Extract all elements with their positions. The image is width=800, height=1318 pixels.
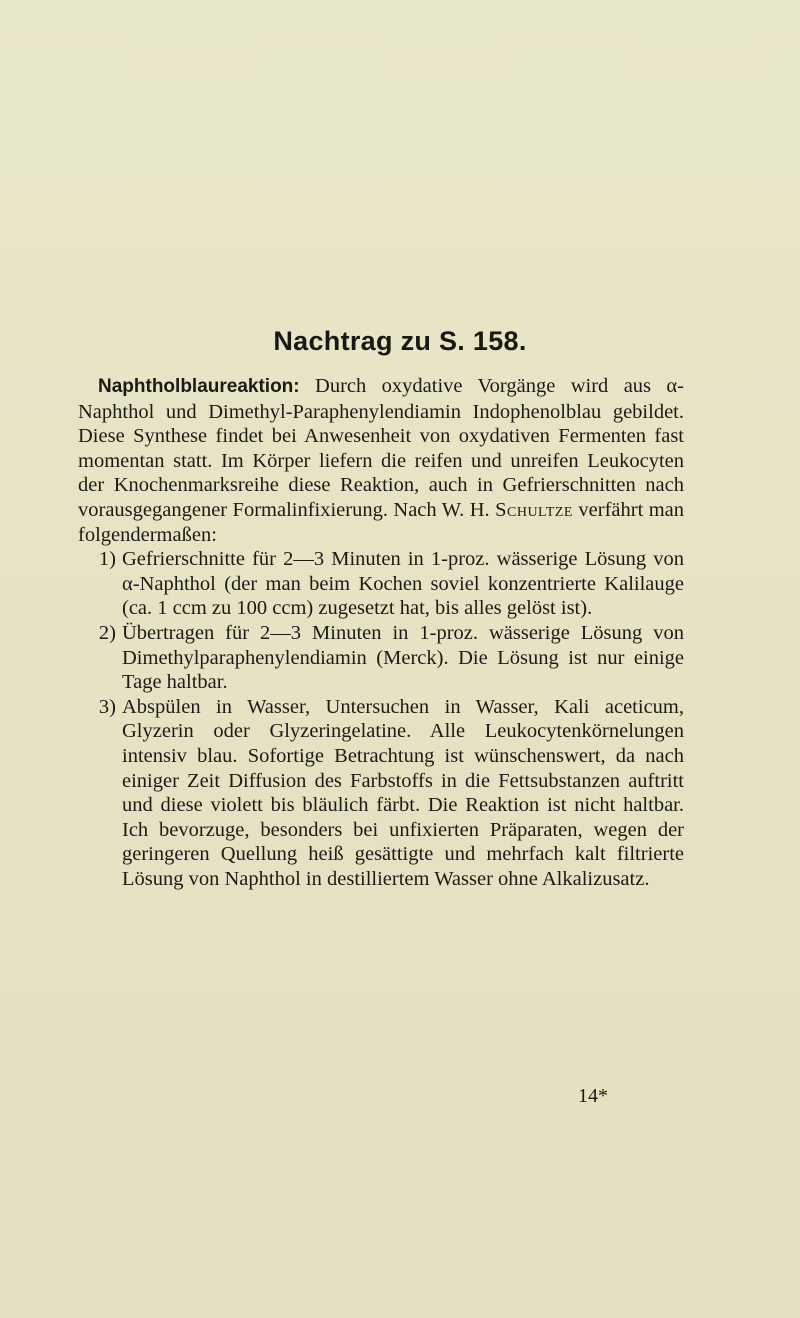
body-text <box>78 374 684 891</box>
reaction-name: Naphtholblaureaktion: <box>98 376 300 397</box>
list-item-1 <box>78 547 684 621</box>
page-number: 14* <box>578 1085 608 1107</box>
list-text: Abspülen in Wasser, Untersuchen in Wasser, Kali aceticum, Glyzerin oder Glyzeringelatine. Alle Leukocytenkörnelungen intensiv blau. Sofortige Betrachtung ist wünschenswert, da nach einiger Zeit Diffusion des Farbstoffs in die Fettsubstanzen auftritt und diese violett bis bläulich färbt. Die Reaktion ist nicht haltbar. Ich bevorzuge, besonders bei unfixierten Präparaten, wegen der geringeren Quellung heiß gesättigte und mehrfach kalt filtrierte Lösung von Naphthol in destilliertem Wasser ohne Alkalizusatz. <box>122 695 684 890</box>
author-name: Schultze <box>495 498 573 521</box>
list-number: 2) <box>98 621 116 644</box>
intro-text-part1: Durch oxydative Vorgänge wird aus α-Naphthol und Dimethyl-Paraphenylendiamin Indophenolblau gebildet. Diese Synthese findet bei Anwesenheit von oxydativen Fermenten fast momentan statt. Im Körper liefern die reifen und unreifen Leukocyten der Knochenmarksreihe diese Reaktion, auch in Gefrierschnitten nach vorausgegangener Formalinfixierung. Nach W. H. <box>78 375 684 521</box>
list-item-2 <box>78 621 684 695</box>
list-number: 1) <box>98 548 116 571</box>
intro-text-part2: verfährt man folgendermaßen: <box>78 498 685 546</box>
list-number: 3) <box>98 695 116 718</box>
list-text: Gefrierschnitte für 2—3 Minuten in 1-proz. wässerige Lösung von α-Naphthol (der man beim Kochen soviel konzentrierte Kalilauge (ca. 1 ccm zu 100 ccm) zugesetzt hat, bis alles gelöst ist). <box>122 548 684 620</box>
list-item-3 <box>78 695 684 892</box>
intro-paragraph <box>78 374 684 547</box>
page-title: Nachtrag zu S. 158. <box>273 326 527 356</box>
list-text: Übertragen für 2—3 Minuten in 1-proz. wässerige Lösung von Dimethylparaphenylendiamin (Merck). Die Lösung ist nur einige Tage haltbar. <box>122 621 684 694</box>
